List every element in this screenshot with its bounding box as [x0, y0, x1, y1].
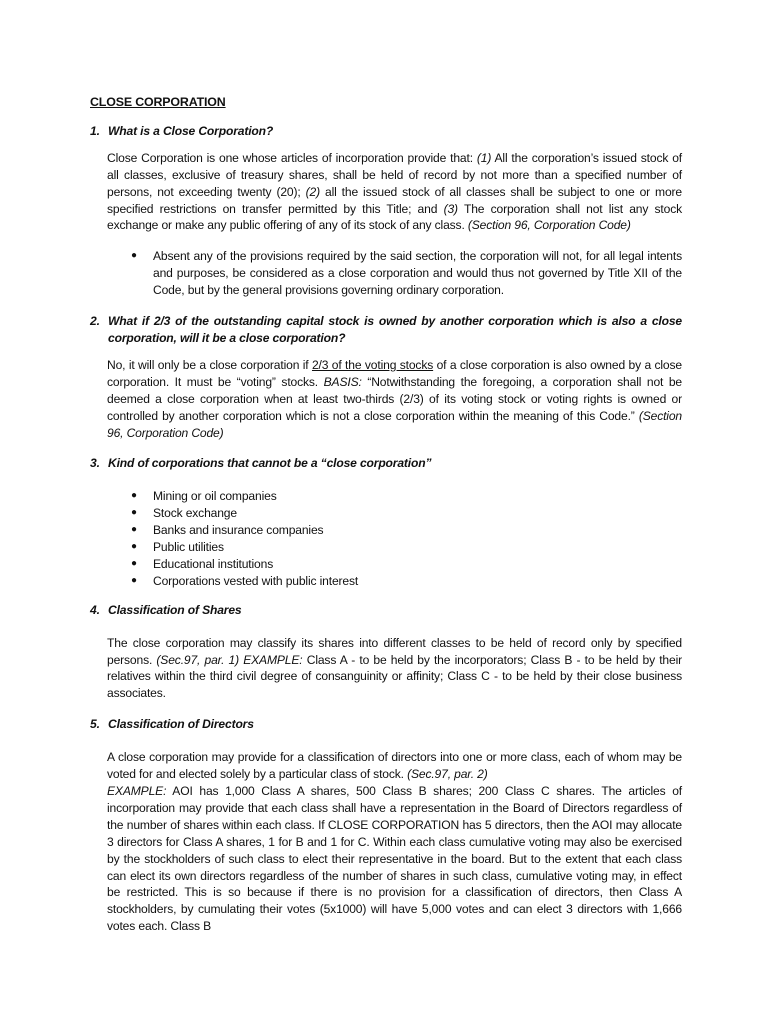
bullet-icon: ● — [131, 524, 137, 536]
citation: (Section 96, Corporation Code) — [467, 218, 631, 233]
text-run: The corporation shall not list any stock exchange or make any public offering of any of its stock of any class. — [107, 201, 683, 233]
list-item-text: Mining or oil companies — [153, 489, 277, 504]
list-item — [131, 573, 682, 590]
text-run: of a close corporation is also owned by a close corporation. It must be “voting” stocks. — [107, 357, 682, 389]
list-item — [131, 248, 682, 299]
text-run: The close corporation may classify its shares into different classes to be held of record only by specified persons. — [107, 635, 682, 667]
list-item — [131, 505, 682, 522]
section-1-heading — [90, 123, 682, 140]
bullet-icon: ● — [131, 574, 137, 586]
section-2-paragraph — [107, 357, 682, 442]
section-question: Classification of Directors — [108, 717, 254, 732]
section-2-heading — [90, 313, 682, 347]
section-number: 1. — [90, 123, 100, 138]
section-4-heading — [90, 602, 682, 619]
citation: (Sec.97, par. 2) — [407, 767, 488, 782]
section-3-heading — [90, 455, 682, 472]
list-item-text: Public utilities — [153, 540, 224, 555]
text-run: Class A - to be held by the incorporators; Class B - to be held by their relatives within the third civil degree of consanguinity or affinity; Class C - to be held by their close business associates. — [107, 652, 682, 701]
text-run: All the corporation’s issued stock of all classes, exclusive of treasury shares, shall be held of record by not more than a specified number of persons, not exceeding twenty (20); — [107, 150, 682, 199]
section-question: Classification of Shares — [108, 602, 242, 617]
list-item-text: Stock exchange — [153, 506, 237, 521]
section-question: Kind of corporations that cannot be a “close corporation” — [108, 456, 432, 471]
list-item — [131, 539, 682, 556]
bullet-icon: ● — [131, 507, 137, 519]
text-run-italic: (1) — [476, 150, 492, 165]
bullet-icon: ● — [131, 490, 137, 502]
list-item-text: Corporations vested with public interest — [153, 573, 359, 588]
text-run-italic: (2) — [305, 184, 320, 199]
basis-label: BASIS: — [323, 374, 362, 389]
text-run: AOI has 1,000 Class A shares, 500 Class B shares; 200 Class C shares. The articles of incorporation may provide that each class shall have a representation in the Board of Directors regardless of the number of shares within each class. If CLOSE CORPORATION has 5 directors, then the AOI may allocate 3 directors for Class A shares, 1 for B and 1 for C. Within each class cumulative voting may also be exercised by the stockholders of such class to elect their representative in the board. But to the extent that each class can elect its own directors regardless of the number of shares in such class, cumulative voting may, in effect be restricted. This is so because if there is no provision for a classification of directors, then Class A stockholders, by cumulating their votes (5x1000) will have 5,000 votes and can elect 3 directors with 1,666 votes each. Class B — [107, 784, 682, 934]
text-run: No, it will only be a close corporation if — [107, 357, 312, 372]
section-question: What is a Close Corporation? — [108, 123, 274, 138]
section-5-heading — [90, 716, 682, 733]
list-item-text: Banks and insurance companies — [153, 523, 324, 538]
bullet-icon: ● — [131, 541, 137, 553]
text-run: Close Corporation is one whose articles of incorporation provide that: — [107, 150, 477, 165]
text-run-italic: (3) — [443, 201, 458, 216]
section-question: What if 2/3 of the outstanding capital stock is owned by another corporation which is also a close corporation, will it be a close corporation? — [108, 314, 682, 345]
section-4-paragraph — [107, 635, 682, 703]
bullet-icon: ● — [131, 250, 137, 262]
example-label: EXAMPLE: — [107, 784, 167, 798]
section-3-bullets — [90, 488, 682, 589]
section-1-paragraph — [107, 150, 682, 235]
section-number: 4. — [90, 602, 100, 617]
list-item — [131, 556, 682, 573]
section-number: 3. — [90, 456, 100, 471]
section-number: 5. — [90, 717, 100, 732]
bullet-icon: ● — [131, 557, 137, 569]
section-5-paragraph — [107, 749, 682, 935]
text-run: all the issued stock of all classes shall be subject to one or more specified restrictions on transfer permitted by this Title; and — [107, 184, 682, 216]
text-run: “Notwithstanding the foregoing, a corporation shall not be deemed a close corporation when at least two-thirds (2/3) of its voting stock or voting rights is owned or controlled by another corporation which is not a close corporation within the meaning of this Code.” — [107, 374, 683, 423]
citation: (Sec.97, par. 1) EXAMPLE: — [156, 652, 303, 667]
list-item-text: Absent any of the provisions required by the said section, the corporation will not, for all legal intents and purposes, be considered as a close corporation and would thus not governed by Title XII of the Code, but by the general provisions governing ordinary corporation. — [153, 249, 682, 298]
list-item — [131, 488, 682, 505]
document-title: CLOSE CORPORATION — [90, 95, 226, 109]
underlined-text: 2/3 of the voting stocks — [311, 357, 434, 372]
list-item — [131, 522, 682, 539]
section-1-bullets — [90, 248, 682, 299]
section-number: 2. — [90, 314, 100, 329]
citation: (Section 96, Corporation Code) — [107, 408, 682, 440]
text-run: A close corporation may provide for a classification of directors into one or more class, each of whom may be voted for and elected solely by a particular class of stock. — [107, 750, 682, 782]
list-item-text: Educational institutions — [153, 556, 274, 571]
